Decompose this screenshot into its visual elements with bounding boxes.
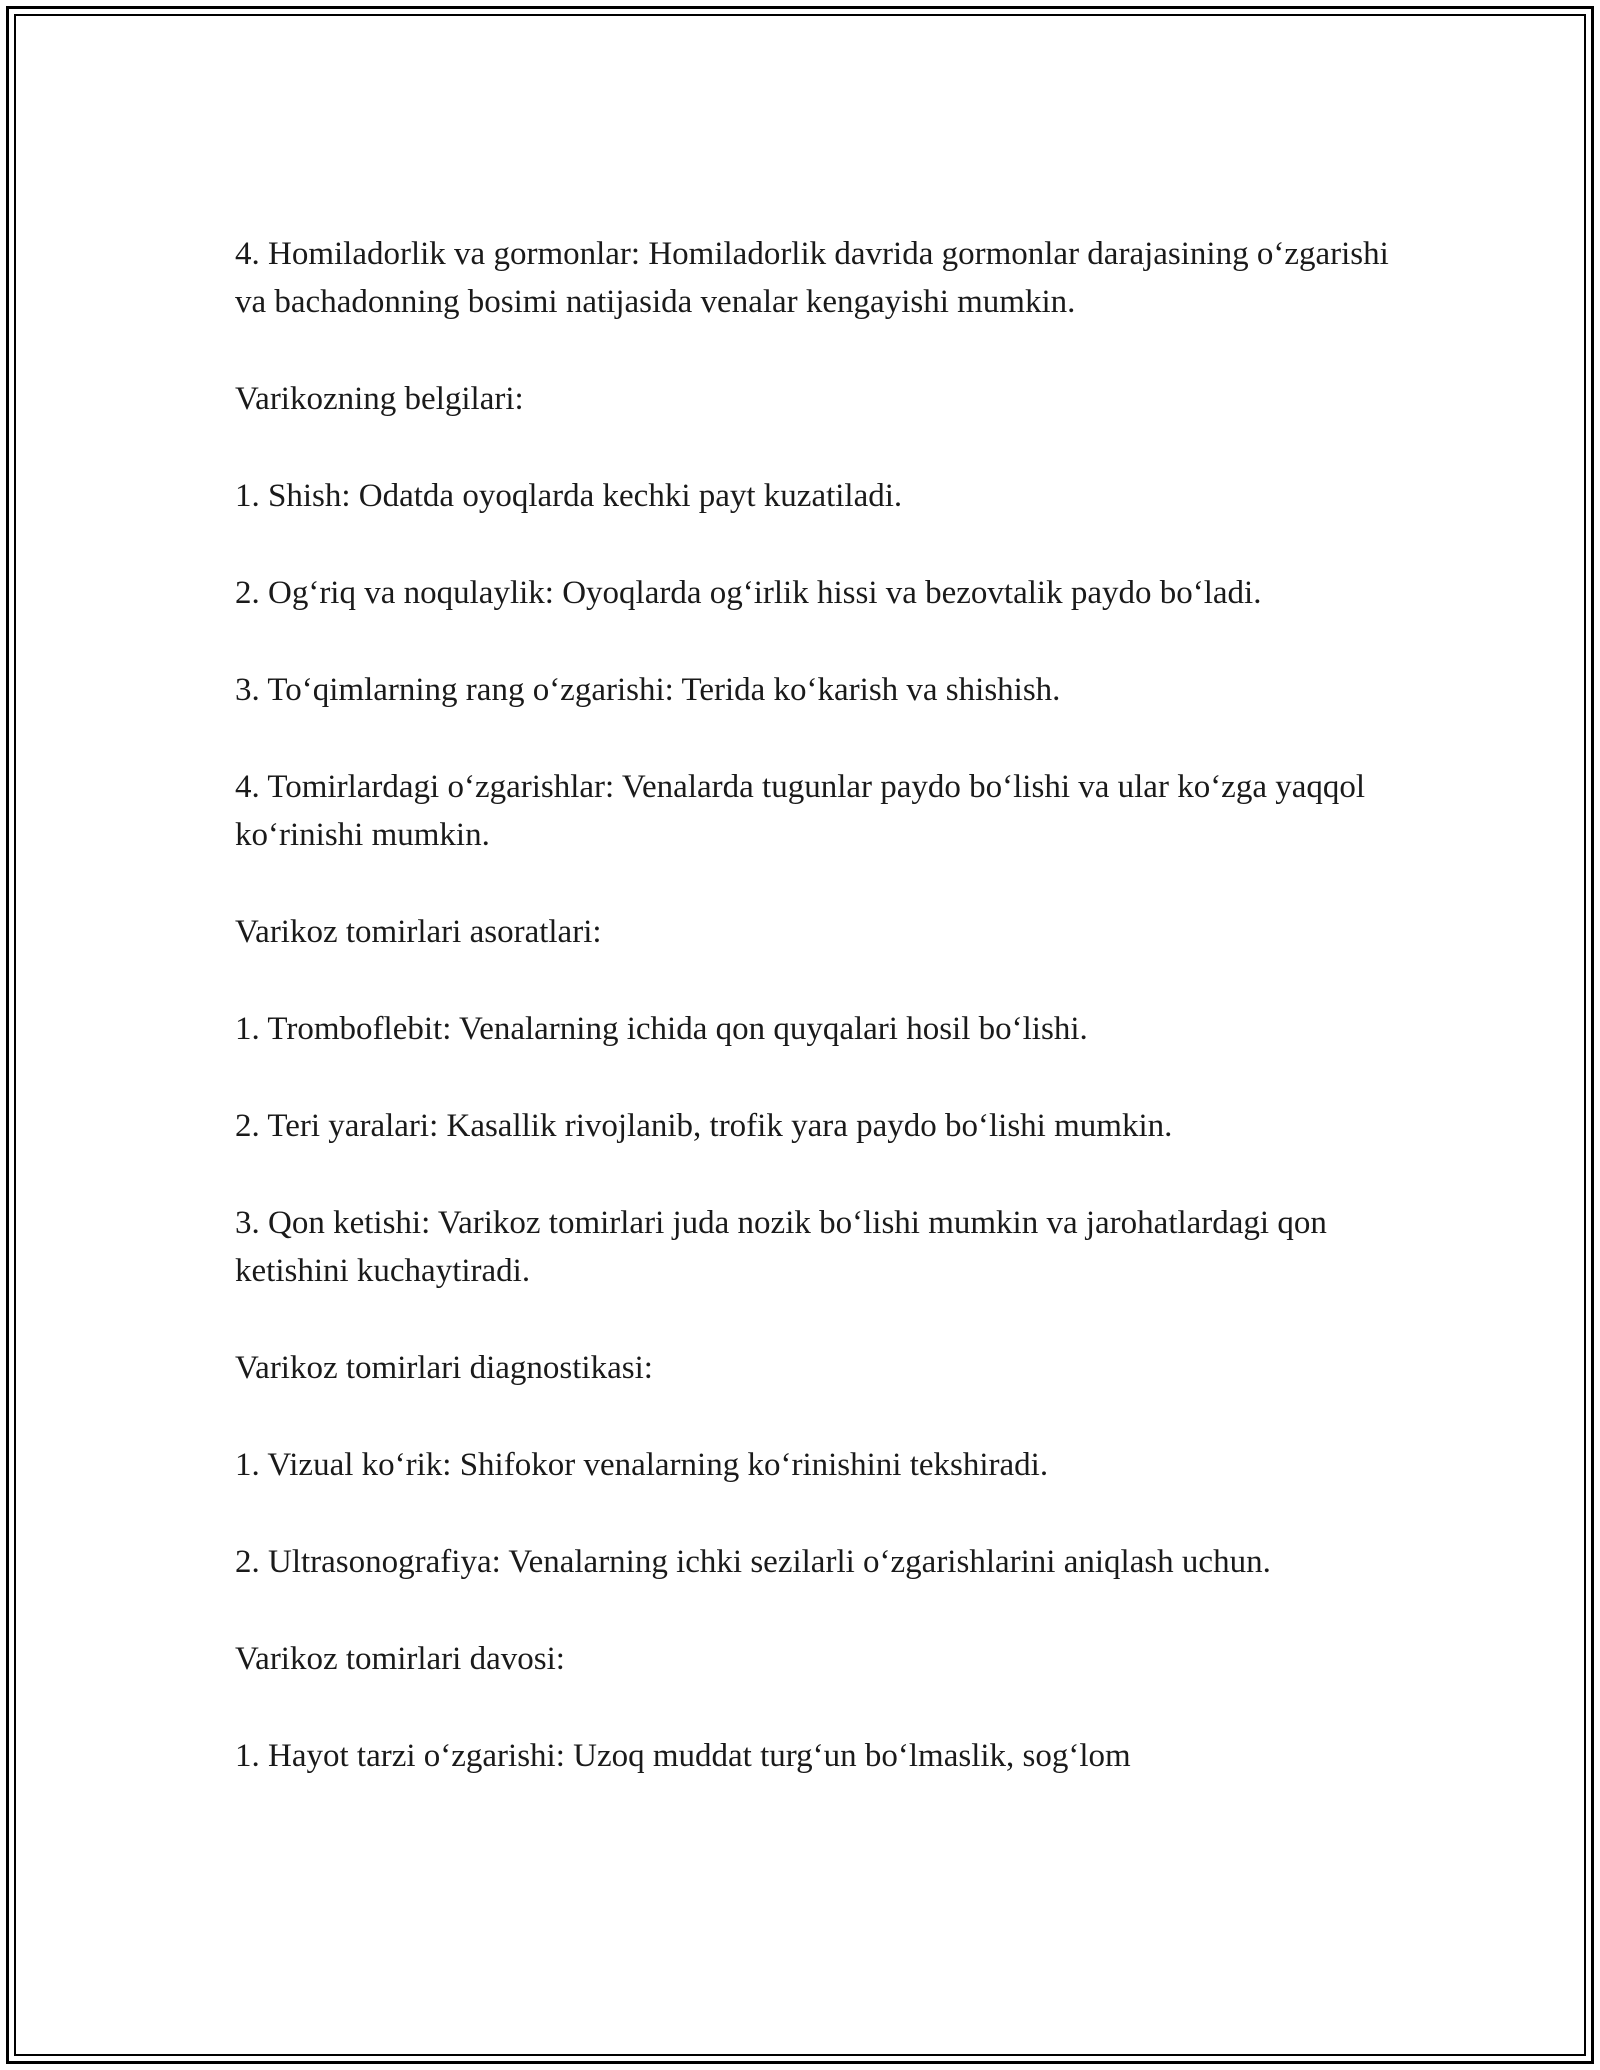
complication-skin-ulcers: 2. Teri yaralari: Kasallik rivojlanib, trofik yara paydo bo‘lishi mumkin.	[235, 1108, 1173, 1144]
diagnostic-visual-exam: 1. Vizual ko‘rik: Shifokor venalarning ko‘rinishini tekshiradi.	[235, 1447, 1049, 1483]
symptom-vein-changes: 4. Tomirlardagi o‘zgarishlar: Venalarda tugunlar paydo bo‘lishi va ular ko‘zga yaqqol ko‘rinishi mumkin.	[235, 769, 1366, 853]
treatment-lifestyle: 1. Hayot tarzi o‘zgarishi: Uzoq muddat turg‘un bo‘lmaslik, sog‘lom	[235, 1738, 1131, 1774]
heading-complications: Varikoz tomirlari asoratlari:	[235, 914, 602, 950]
heading-diagnostics: Varikoz tomirlari diagnostikasi:	[235, 1350, 653, 1386]
symptom-swelling: 1. Shish: Odatda oyoqlarda kechki payt kuzatiladi.	[235, 478, 903, 514]
complication-bleeding: 3. Qon ketishi: Varikoz tomirlari juda nozik bo‘lishi mumkin va jarohatlardagi qon ketishini kuchaytiradi.	[235, 1205, 1327, 1289]
complication-thrombophlebitis: 1. Tromboflebit: Venalarning ichida qon quyqalari hosil bo‘lishi.	[235, 1011, 1088, 1047]
paragraph-pregnancy-hormones: 4. Homiladorlik va gormonlar: Homiladorlik davrida gormonlar darajasining o‘zgarishi va bachadonning bosimi natijasida venalar kengayishi mumkin.	[235, 236, 1389, 320]
symptom-skin-color: 3. To‘qimlarning rang o‘zgarishi: Terida ko‘karish va shishish.	[235, 672, 1061, 708]
document-body	[235, 230, 1395, 1829]
heading-treatment: Varikoz tomirlari davosi:	[235, 1641, 565, 1677]
heading-symptoms: Varikozning belgilari:	[235, 381, 524, 417]
symptom-pain: 2. Og‘riq va noqulaylik: Oyoqlarda og‘irlik hissi va bezovtalik paydo bo‘ladi.	[235, 575, 1262, 611]
diagnostic-ultrasonography: 2. Ultrasonografiya: Venalarning ichki sezilarli o‘zgarishlarini aniqlash uchun.	[235, 1544, 1271, 1580]
